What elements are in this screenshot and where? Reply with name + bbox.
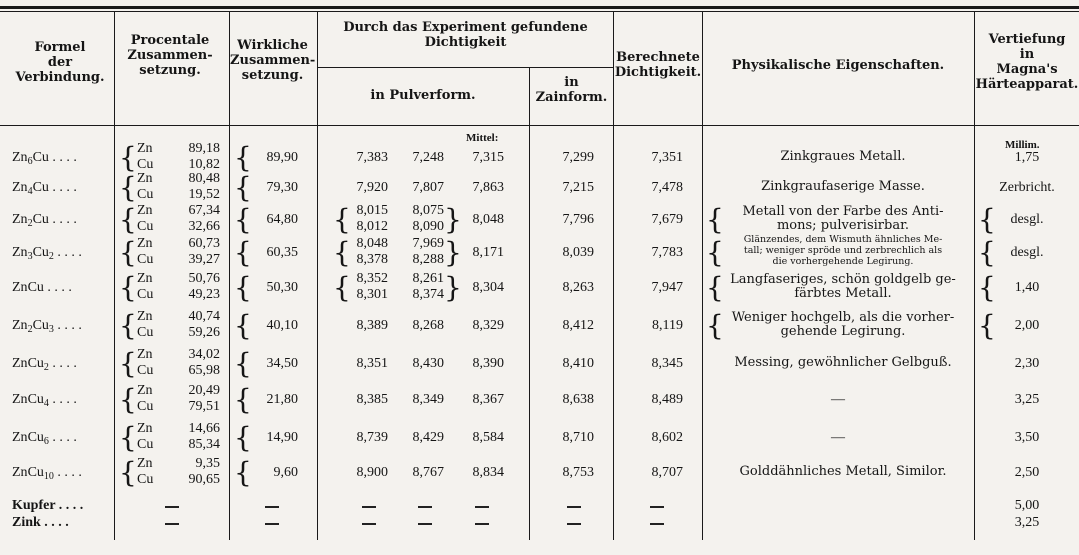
- powder-1: 7,383: [356, 150, 388, 165]
- hardness-value: desgl.: [1010, 245, 1044, 260]
- empty-dash: [475, 506, 489, 508]
- formula: ZnCu$_6$ . . . .: [12, 430, 77, 447]
- brace: {: [978, 271, 996, 304]
- hardness-value: 2,50: [1014, 465, 1040, 480]
- powder-2: 8,349: [412, 392, 444, 407]
- symbol-zn: Zn: [137, 236, 153, 251]
- empty-dash: [475, 523, 489, 525]
- calc-value: 8,707: [651, 465, 683, 480]
- formula: ZnCu$_{10}$ . . . .: [12, 465, 82, 482]
- brace: {: [119, 421, 137, 454]
- header-phys: Physikalische Eigenschaften.: [731, 58, 945, 73]
- brace: {: [234, 421, 252, 454]
- hardness-value: 1,40: [1014, 280, 1040, 295]
- symbol-cu: Cu: [137, 157, 154, 172]
- brace: {: [234, 271, 252, 304]
- symbol-zn: Zn: [137, 309, 153, 324]
- hardness-value: 3,50: [1014, 430, 1040, 445]
- brace: {: [978, 203, 996, 236]
- brace: {: [706, 271, 724, 304]
- brace: {: [119, 347, 137, 380]
- empty-dash: [418, 523, 432, 525]
- brace: {: [333, 236, 351, 269]
- powder-2a: 8,261: [412, 271, 444, 286]
- brace: {: [119, 383, 137, 416]
- formula: $Zn_3Cu_2$ . . . .: [12, 245, 82, 262]
- powder-1: 8,385: [356, 392, 388, 407]
- hardness-value: 2,00: [1014, 318, 1040, 333]
- header-density-group: Durch das Experiment gefundene Dichtigkeit: [343, 20, 588, 50]
- percent-cu: 85,34: [188, 437, 220, 452]
- powder-1a: 8,048: [356, 236, 388, 251]
- bar-value: 8,753: [562, 465, 594, 480]
- actual-value: 89,90: [266, 150, 298, 165]
- percent-zn: 89,18: [188, 141, 220, 156]
- symbol-cu: Cu: [137, 187, 154, 202]
- formula: $Zn_6Cu$ . . . .: [12, 150, 77, 167]
- calc-value: 7,478: [651, 180, 683, 195]
- bar-value: 8,410: [562, 356, 594, 371]
- phys-none: —: [831, 392, 845, 407]
- formula: ZnCu$_2$ . . . .: [12, 356, 77, 373]
- symbol-cu: Cu: [137, 437, 154, 452]
- powder-2: 7,248: [412, 150, 444, 165]
- percent-zn: 67,34: [188, 203, 220, 218]
- element-name: Kupfer . . . .: [12, 498, 84, 513]
- percent-cu: 90,65: [188, 472, 220, 487]
- brace: {: [119, 271, 137, 304]
- brace: {: [234, 203, 252, 236]
- percent-cu: 65,98: [188, 363, 220, 378]
- formula: $Zn_2Cu_3$ . . . .: [12, 318, 82, 335]
- percent-cu: 59,26: [188, 325, 220, 340]
- powder-2: 8,430: [412, 356, 444, 371]
- top-rule-thin: [0, 11, 1079, 12]
- brace: {: [234, 309, 252, 342]
- symbol-zn: Zn: [137, 347, 153, 362]
- powder-2b: 8,288: [412, 252, 444, 267]
- powder-1: 8,389: [356, 318, 388, 333]
- brace: }: [444, 236, 462, 269]
- mittel-label: Mittel:: [466, 132, 499, 144]
- actual-value: 9,60: [273, 465, 298, 480]
- percent-zn: 14,66: [188, 421, 220, 436]
- empty-dash: [650, 506, 664, 508]
- header-calc: Berechnete Dichtigkeit.: [614, 50, 702, 80]
- powder-1a: 8,015: [356, 203, 388, 218]
- symbol-zn: Zn: [137, 456, 153, 471]
- powder-mean: 8,367: [472, 392, 504, 407]
- powder-1: 7,920: [356, 180, 388, 195]
- empty-dash: [265, 523, 279, 525]
- actual-value: 21,80: [266, 392, 298, 407]
- powder-mean: 8,390: [472, 356, 504, 371]
- empty-dash: [362, 506, 376, 508]
- phys-text: Messing, gewöhnlicher Gelbguß.: [734, 355, 952, 370]
- formula: ZnCu$_4$ . . . .: [12, 392, 77, 409]
- millim-label: Millim.: [1005, 139, 1040, 151]
- calc-value: 7,783: [651, 245, 683, 260]
- phys-text: Glänzendes, dem Wismuth ähnliches Me- tall; weniger spröde und zerbrechlich als die vorhergehende Legirung.: [743, 234, 943, 267]
- powder-mean: 8,584: [472, 430, 504, 445]
- symbol-cu: Cu: [137, 252, 154, 267]
- brace: {: [706, 309, 724, 342]
- column-rule: [702, 12, 703, 540]
- powder-2: 8,268: [412, 318, 444, 333]
- powder-mean: 8,304: [472, 280, 504, 295]
- bar-value: 8,412: [562, 318, 594, 333]
- empty-dash: [567, 506, 581, 508]
- empty-dash: [165, 506, 179, 508]
- brace: {: [333, 271, 351, 304]
- empty-dash: [650, 523, 664, 525]
- calc-value: 8,345: [651, 356, 683, 371]
- percent-zn: 80,48: [188, 171, 220, 186]
- powder-1a: 8,352: [356, 271, 388, 286]
- bar-value: 7,215: [562, 180, 594, 195]
- calc-value: 8,602: [651, 430, 683, 445]
- brace: {: [119, 141, 137, 174]
- empty-dash: [567, 523, 581, 525]
- symbol-zn: Zn: [137, 141, 153, 156]
- brace: {: [234, 456, 252, 489]
- symbol-cu: Cu: [137, 287, 154, 302]
- percent-zn: 20,49: [188, 383, 220, 398]
- symbol-zn: Zn: [137, 271, 153, 286]
- element-name: Zink . . . .: [12, 515, 69, 530]
- percent-zn: 50,76: [188, 271, 220, 286]
- powder-mean: 8,048: [472, 212, 504, 227]
- symbol-cu: Cu: [137, 325, 154, 340]
- symbol-cu: Cu: [137, 399, 154, 414]
- powder-mean: 7,315: [472, 150, 504, 165]
- percent-zn: 60,73: [188, 236, 220, 251]
- percent-zn: 40,74: [188, 309, 220, 324]
- powder-2a: 8,075: [412, 203, 444, 218]
- percent-zn: 34,02: [188, 347, 220, 362]
- powder-2: 7,807: [412, 180, 444, 195]
- powder-1: 8,900: [356, 465, 388, 480]
- density-subheader-rule: [318, 67, 613, 68]
- percent-cu: 39,27: [188, 252, 220, 267]
- hardness-value: 5,00: [1014, 498, 1040, 513]
- bar-value: 8,039: [562, 245, 594, 260]
- symbol-zn: Zn: [137, 421, 153, 436]
- actual-value: 60,35: [266, 245, 298, 260]
- brace: }: [444, 203, 462, 236]
- phys-text: Weniger hochgelb, als die vorher- gehende Legirung.: [731, 310, 955, 339]
- brace: {: [706, 203, 724, 236]
- phys-text: Golddähnliches Metall, Similor.: [739, 464, 947, 479]
- brace: {: [234, 171, 252, 204]
- actual-value: 50,30: [266, 280, 298, 295]
- phys-text: Zinkgraues Metall.: [780, 149, 906, 164]
- brace: {: [234, 347, 252, 380]
- percent-cu: 19,52: [188, 187, 220, 202]
- phys-text: Langfaseriges, schön goldgelb ge- färbtes Metall.: [730, 272, 956, 301]
- calc-value: 7,351: [651, 150, 683, 165]
- powder-2b: 8,090: [412, 219, 444, 234]
- symbol-zn: Zn: [137, 203, 153, 218]
- header-hardness: Vertiefung in Magna's Härteapparat.: [975, 32, 1079, 92]
- calc-value: 7,679: [651, 212, 683, 227]
- actual-value: 34,50: [266, 356, 298, 371]
- calc-value: 8,119: [652, 318, 683, 333]
- hardness-value: Zerbricht.: [999, 180, 1055, 195]
- brace: {: [234, 141, 252, 174]
- hardness-value: 3,25: [1014, 515, 1040, 530]
- hardness-value: 2,30: [1014, 356, 1040, 371]
- symbol-zn: Zn: [137, 171, 153, 186]
- column-rule: [229, 12, 230, 540]
- powder-1b: 8,012: [356, 219, 388, 234]
- hardness-value: 1,75: [1014, 150, 1040, 165]
- column-rule: [529, 67, 530, 540]
- powder-2: 8,767: [412, 465, 444, 480]
- symbol-cu: Cu: [137, 219, 154, 234]
- bar-value: 8,710: [562, 430, 594, 445]
- powder-1: 8,351: [356, 356, 388, 371]
- calc-value: 7,947: [651, 280, 683, 295]
- percent-cu: 10,82: [188, 157, 220, 172]
- actual-value: 40,10: [266, 318, 298, 333]
- powder-mean: 8,171: [472, 245, 504, 260]
- symbol-zn: Zn: [137, 383, 153, 398]
- calc-value: 8,489: [651, 392, 683, 407]
- brace: {: [119, 236, 137, 269]
- brace: {: [333, 203, 351, 236]
- phys-text: Metall von der Farbe des Anti- mons; pulverisirbar.: [742, 204, 944, 233]
- powder-mean: 8,834: [472, 465, 504, 480]
- brace: {: [119, 309, 137, 342]
- bar-value: 8,263: [562, 280, 594, 295]
- brace: {: [119, 203, 137, 236]
- percent-zn: 9,35: [195, 456, 220, 471]
- hardness-value: desgl.: [1010, 212, 1044, 227]
- brace: {: [706, 236, 724, 269]
- bar-value: 7,299: [562, 150, 594, 165]
- header-rule: [0, 125, 1079, 126]
- column-rule: [613, 12, 614, 540]
- bar-value: 8,638: [562, 392, 594, 407]
- empty-dash: [165, 523, 179, 525]
- powder-2a: 7,969: [412, 236, 444, 251]
- hardness-value: 3,25: [1014, 392, 1040, 407]
- top-rule: [0, 6, 1079, 9]
- formula: $Zn_2Cu$ . . . .: [12, 212, 77, 229]
- brace: {: [234, 236, 252, 269]
- powder-1b: 8,378: [356, 252, 388, 267]
- symbol-cu: Cu: [137, 472, 154, 487]
- actual-value: 64,80: [266, 212, 298, 227]
- empty-dash: [362, 523, 376, 525]
- powder-mean: 7,863: [472, 180, 504, 195]
- phys-text: Zinkgraufaserige Masse.: [761, 179, 925, 194]
- formula: ZnCu . . . .: [12, 280, 72, 295]
- powder-1: 8,739: [356, 430, 388, 445]
- actual-value: 79,30: [266, 180, 298, 195]
- header-formula: Formel der Verbindung.: [15, 40, 105, 85]
- percent-cu: 79,51: [188, 399, 220, 414]
- powder-mean: 8,329: [472, 318, 504, 333]
- brace: }: [444, 271, 462, 304]
- percent-cu: 49,23: [188, 287, 220, 302]
- powder-2b: 8,374: [412, 287, 444, 302]
- phys-none: —: [831, 430, 845, 445]
- bar-value: 7,796: [562, 212, 594, 227]
- brace: {: [978, 309, 996, 342]
- brace: {: [119, 456, 137, 489]
- header-percent: Procentale Zusammen- setzung.: [127, 33, 213, 78]
- symbol-cu: Cu: [137, 363, 154, 378]
- header-bar: in Zainform.: [535, 75, 608, 105]
- header-actual: Wirkliche Zusammen- setzung.: [230, 38, 316, 83]
- empty-dash: [265, 506, 279, 508]
- column-rule: [114, 12, 115, 540]
- empty-dash: [418, 506, 432, 508]
- brace: {: [119, 171, 137, 204]
- formula: $Zn_4Cu$ . . . .: [12, 180, 77, 197]
- powder-1b: 8,301: [356, 287, 388, 302]
- header-powder: in Pulverform.: [370, 88, 476, 103]
- actual-value: 14,90: [266, 430, 298, 445]
- brace: {: [234, 383, 252, 416]
- powder-2: 8,429: [412, 430, 444, 445]
- brace: {: [978, 236, 996, 269]
- percent-cu: 32,66: [188, 219, 220, 234]
